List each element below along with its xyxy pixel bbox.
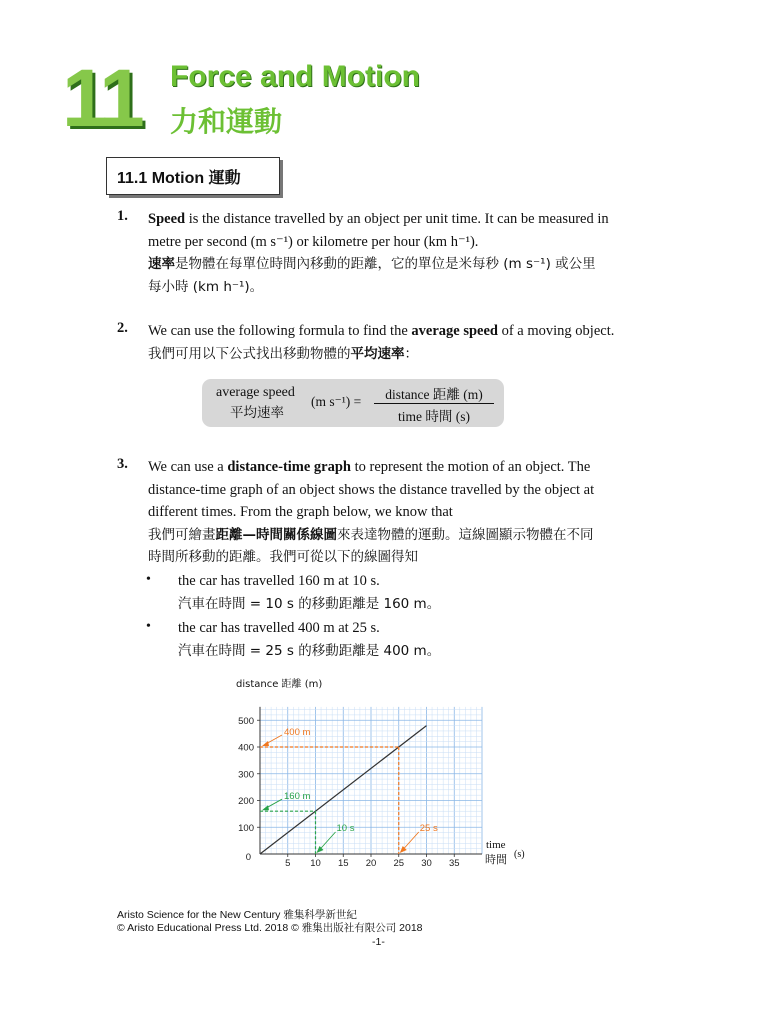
y-tick-label: 200 [238,796,254,807]
item-1-en-line2: metre per second (m s⁻¹) or kilometre per hour (km h⁻¹). [148,233,479,250]
item-2-en [148,320,652,343]
term-average-speed-cn: 平均速率 [350,345,405,362]
item-1-cn-line2: 每小時 (km h⁻¹)。 [148,278,264,295]
item-2-en-post: of a moving object. [497,323,615,339]
item-3-text [148,456,652,569]
section-heading: 11.1 Motion 運動 [117,170,241,187]
formula-fraction-bar [374,403,494,404]
item-2-number: 2. [117,320,128,336]
x-tick-label: 35 [448,858,460,869]
bullet-2-marker: • [146,619,151,634]
x-tick-label: 5 [285,858,291,869]
bullet-2-en: the car has travelled 400 m at 25 s. [178,620,380,636]
y-tick-label: 300 [238,769,254,781]
bullet-1 [178,570,648,615]
item-3-number: 3. [117,456,128,472]
annotation-y-label: 160 m [284,791,311,803]
y-tick-label: 100 [238,822,254,834]
annotation-y-label: 400 m [284,727,311,738]
item-3-en-line1 [148,456,652,479]
item-2-cn-post: ： [404,345,418,362]
x-axis-label-cn: 時間 [485,853,507,866]
term-distance-time-graph: distance-time graph [227,459,351,475]
x-tick-label: 30 [421,858,432,869]
item-2-en-pre: We can use the following formula to find the [148,323,412,339]
bullet-2 [178,617,648,662]
bullet-1-marker: • [146,572,151,587]
x-tick-label: 25 [393,858,405,869]
bullet-2-cn: 汽車在時間 = 25 s 的移動距離是 400 m。 [178,642,441,659]
term-distance-time-graph-cn: 距離—時間關係線圖 [215,526,337,543]
distance-time-graph [228,672,538,872]
term-speed-cn: 速率 [148,256,175,272]
y-axis-label: distance 距離 (m) [236,679,323,690]
page-number: -1- [372,936,385,948]
item-2-cn [148,343,652,366]
formula-denominator: time 時間 (s) [398,409,470,424]
item-3-cn-post: 來表達物體的運動。這線圖顯示物體在不同 [337,526,594,543]
item-3-en-line2: distance-time graph of an object shows the distance travelled by the object at [148,481,595,498]
item-3-en-post: to represent the motion of an object. The [351,459,591,475]
formula-lhs-en: average speed [216,385,295,400]
item-2-text [148,320,652,365]
y-tick-label: 500 [238,715,254,727]
item-1-en-line1-rest: is the distance travelled by an object per unit time. It can be measured in [185,211,609,227]
item-3-cn-line1 [148,524,652,547]
bullet-1-cn: 汽車在時間 = 10 s 的移動距離是 160 m。 [178,595,441,612]
item-3-cn-line2: 時間所移動的距離。我們可從以下的線圖得知 [148,549,418,565]
x-tick-label: 10 [310,858,321,869]
formula-numerator: distance 距離 (m) [385,387,483,402]
formula-unit: (m s⁻¹) = [311,394,362,409]
y-tick-label: 400 [238,742,254,754]
item-1-cn-line1-rest: 是物體在每單位時間內移動的距離，它的單位是米每秒 (m s⁻¹) 或公里 [175,256,596,272]
item-3-en-pre: We can use a [148,459,228,475]
item-1-en-line1 [148,208,652,231]
item-2-cn-pre: 我們可用以下公式找出移動物體的 [148,345,351,362]
formula-box [202,379,504,427]
formula-lhs-cn: 平均速率 [230,405,284,421]
chapter-title-cn: 力和運動 [170,105,283,138]
chapter-title: Force and Motion [170,60,420,93]
footer-line-2: © Aristo Educational Press Ltd. 2018 © 雅集出版社有限公司 2018 [117,922,423,934]
x-tick-label: 15 [337,858,349,869]
chapter-number: 11 [62,53,141,144]
item-1-number: 1. [117,208,128,224]
item-3-cn-pre: 我們可繪畫 [148,526,216,543]
section-heading-box [106,157,280,195]
x-axis-unit: (s) [514,849,525,860]
term-speed: Speed [148,211,186,227]
bullet-1-en: the car has travelled 160 m at 10 s. [178,573,380,589]
annotation-x-label: 10 s [336,823,355,834]
x-tick-label: 20 [365,858,377,869]
item-1-cn-line1 [148,253,652,276]
annotation-x-label: 25 s [419,823,438,834]
footer-line-1: Aristo Science for the New Century 雅集科學新世紀 [117,909,357,921]
x-axis-label-en: time [486,839,506,851]
item-3-en-line3: different times. From the graph below, we know that [148,504,453,520]
item-1-text [148,208,652,298]
term-average-speed: average speed [411,323,498,339]
origin-label: 0 [245,852,251,863]
